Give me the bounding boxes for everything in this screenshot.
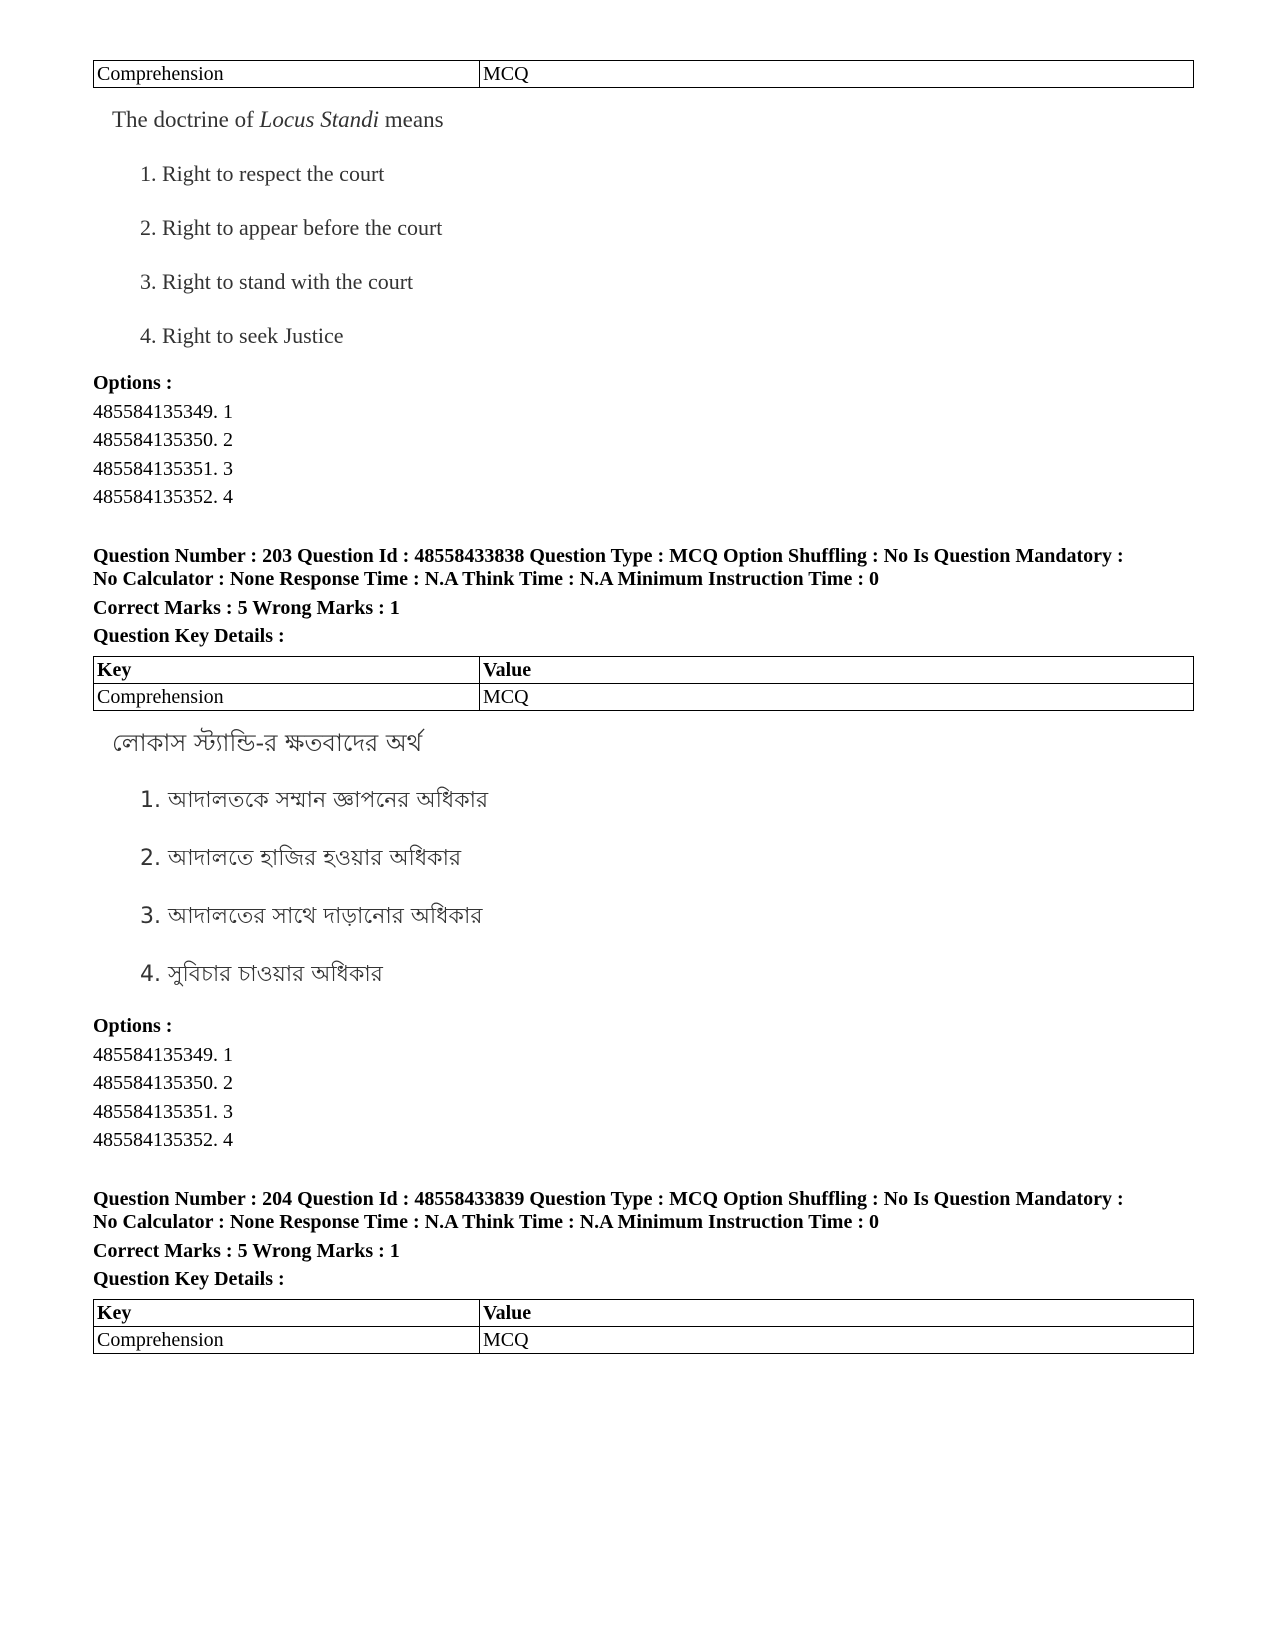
option-item: 485584135349. 1 [93,400,233,423]
choice-item: 4. সুবিচার চাওয়ার অধিকার [140,962,383,987]
header-cell: Value [480,1300,1194,1327]
q202-options [93,369,233,512]
table-header-row [94,657,1194,684]
marks-line: Correct Marks : 5 Wrong Marks : 1 [93,597,400,619]
options-label: Options : [93,1015,173,1037]
key-details-heading: Question Key Details : [93,1268,285,1290]
table-row [94,684,1194,711]
choice-item: 2. Right to appear before the court [140,215,443,240]
value-cell: MCQ [480,684,1194,711]
table-header-row [94,1300,1194,1327]
choice-item: 4. Right to seek Justice [140,323,344,348]
options-label: Options : [93,372,173,394]
q204-key-table [93,1299,1194,1354]
marks-line: Correct Marks : 5 Wrong Marks : 1 [93,1240,400,1262]
question-stem: লোকাস স্ট্যান্ডি-র ক্ষতবাদের অর্থ [112,729,423,757]
question-meta-line: No Calculator : None Response Time : N.A Think Time : N.A Minimum Instruction Time : 0 [93,1211,879,1233]
choice-item: 2. আদালতে হাজির হওয়ার অধিকার [140,846,462,871]
header-cell: Value [480,657,1194,684]
q203-question-text [93,727,488,1017]
question-meta-line: No Calculator : None Response Time : N.A Think Time : N.A Minimum Instruction Time : 0 [93,568,879,590]
table-row [94,1327,1194,1354]
option-item: 485584135350. 2 [93,1072,233,1094]
choice-list [93,785,488,1017]
choice-item: 3. Right to stand with the court [140,269,414,294]
key-cell: Comprehension [94,1327,480,1354]
choice-list [93,158,444,374]
option-item: 485584135352. 4 [93,1129,233,1151]
option-item: 485584135349. 1 [93,1043,233,1066]
option-item: 485584135350. 2 [93,429,233,451]
question-meta-line: Question Number : 203 Question Id : 48558433838 Question Type : MCQ Option Shuffling : No Is Question Mandatory : [93,545,1124,567]
q203-meta [93,545,1203,648]
header-cell: Key [94,657,480,684]
header-cell: Key [94,1300,480,1327]
choice-item: 3. আদালতের সাথে দাড়ানোর অধিকার [140,904,483,929]
choice-item: 1. আদালতকে সম্মান জ্ঞাপনের অধিকার [140,788,489,813]
q203-options [93,1012,233,1155]
key-cell: Comprehension [94,684,480,711]
option-item: 485584135351. 3 [93,1100,233,1123]
q202-key-table [93,60,1194,88]
value-cell: MCQ [480,1327,1194,1354]
q204-meta [93,1188,1203,1291]
question-meta-line: Question Number : 204 Question Id : 48558433839 Question Type : MCQ Option Shuffling : No Is Question Mandatory : [93,1188,1124,1210]
value-cell: MCQ [480,61,1194,88]
q203-key-table [93,656,1194,711]
option-item: 485584135351. 3 [93,457,233,480]
question-stem: The doctrine of Locus Standi means [112,107,444,132]
option-item: 485584135352. 4 [93,486,233,508]
q202-question-text [93,104,444,374]
choice-item: 1. Right to respect the court [140,161,385,186]
table-row [94,61,1194,88]
key-details-heading: Question Key Details : [93,625,285,647]
key-cell: Comprehension [94,61,480,88]
